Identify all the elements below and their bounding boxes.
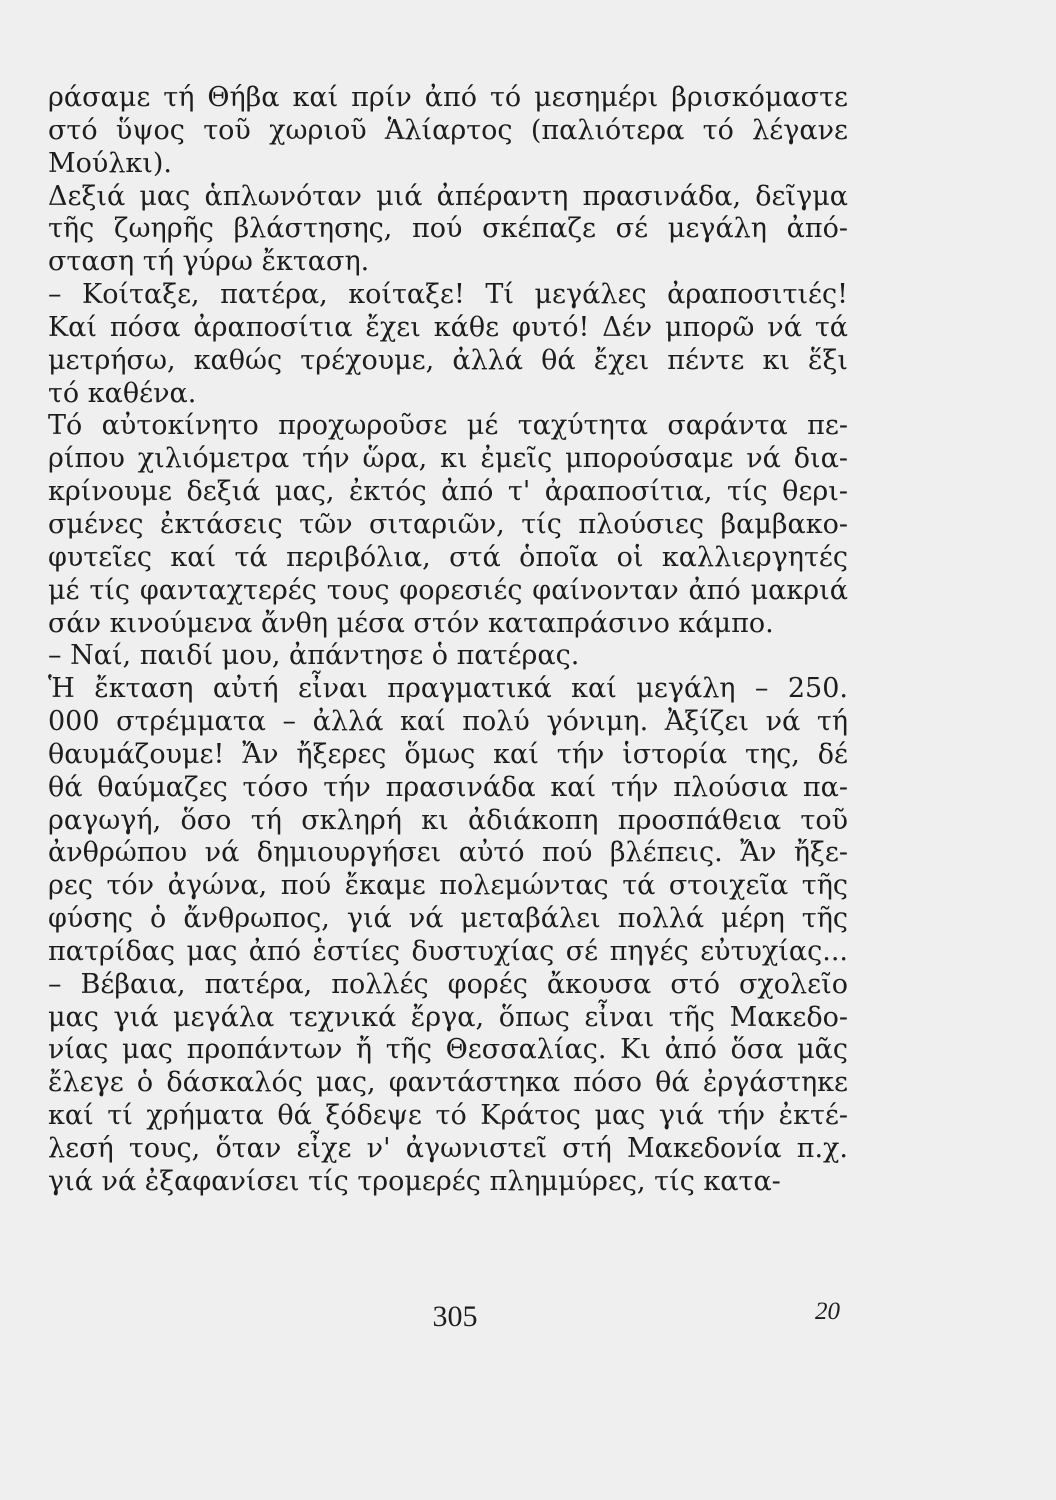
text-line: στό ὕψος τοῦ χωριοῦ Ἁλίαρτος (παλιότερα τό λέγανε xyxy=(48,114,848,146)
text-line: Καί πόσα ἀραποσίτια ἔχει κάθε φυτό! Δέν μπορῶ νά τά xyxy=(48,311,848,343)
text-line: γιά νά ἐξαφανίσει τίς τρομερές πλημμύρες, τίς κατα- xyxy=(48,1165,781,1197)
text-line: τό καθένα. xyxy=(48,377,197,409)
page-number: 305 xyxy=(432,1300,478,1333)
text-line: φύσης ὁ ἄνθρωπος, γιά νά μεταβάλει πολλά μέρη τῆς xyxy=(48,903,848,935)
text-line: νίας μας προπάντων ἤ τῆς Θεσσαλίας. Κι ἀπό ὅσα μᾶς xyxy=(48,1034,848,1066)
text-line: ρες τόν ἀγώνα, πού ἔκαμε πολεμώντας τά στοιχεῖα τῆς xyxy=(48,870,848,902)
text-line: – Βέβαια, πατέρα, πολλές φορές ἄκουσα στό σχολεῖο xyxy=(48,968,848,1000)
text-line: Δεξιά μας ἁπλωνόταν μιά ἀπέραντη πρασινάδα, δεῖγμα xyxy=(48,180,848,212)
text-line: σταση τή γύρω ἔκταση. xyxy=(48,246,370,278)
text-line: σάν κινούμενα ἄνθη μέσα στόν καταπράσινο κάμπο. xyxy=(48,607,774,639)
text-line: ραγωγή, ὅσο τή σκληρή κι ἀδιάκοπη προσπάθεια τοῦ xyxy=(48,804,848,836)
text-line: σμένες ἐκτάσεις τῶν σιταριῶν, τίς πλούσιες βαμβακο- xyxy=(48,508,848,540)
text-line: Ἡ ἔκταση αὐτή εἶναι πραγματικά καί μεγάλη – 250. xyxy=(48,673,848,705)
text-line: καί τί χρήματα θά ξόδεψε τό Κράτος μας γιά τήν ἐκτέ- xyxy=(48,1100,848,1132)
text-line: Μούλκι). xyxy=(48,147,173,179)
text-line: ἔλεγε ὁ δάσκαλός μας, φαντάστηκα πόσο θά ἐργάστηκε xyxy=(48,1067,848,1099)
text-line: – Ναί, παιδί μου, ἀπάντησε ὁ πατέρας. xyxy=(48,640,580,672)
body-text xyxy=(48,82,848,1199)
text-line: Τό αὐτοκίνητο προχωροῦσε μέ ταχύτητα σαράντα πε- xyxy=(48,410,848,442)
text-line: λεσή τους, ὅταν εἶχε ν' ἀγωνιστεῖ στή Μακεδονία π.χ. xyxy=(48,1133,848,1164)
text-line: κρίνουμε δεξιά μας, ἐκτός ἀπό τ' ἀραποσίτια, τίς θερι- xyxy=(48,476,848,508)
text-line: θαυμάζουμε! Ἄν ἤξερες ὅμως καί τήν ἱστορία της, δέ xyxy=(48,738,848,770)
text-line: ράσαμε τή Θήβα καί πρίν ἀπό τό μεσημέρι βρισκόμαστε xyxy=(48,82,848,113)
text-line: μέ τίς φανταχτερές τους φορεσιές φαίνονταν ἀπό μακριά xyxy=(48,574,848,606)
text-line: μας γιά μεγάλα τεχνικά ἔργα, ὅπως εἶναι τῆς Μακεδο- xyxy=(48,1001,848,1033)
signature-mark: 20 xyxy=(815,1298,840,1325)
text-line: ρίπου χιλιόμετρα τήν ὥρα, κι ἐμεῖς μπορούσαμε νά δια- xyxy=(48,443,848,475)
text-line: φυτεῖες καί τά περιβόλια, στά ὁποῖα οἱ καλλιεργητές xyxy=(48,541,848,573)
text-line: τῆς ζωηρῆς βλάστησης, πού σκέπαζε σέ μεγάλη ἀπό- xyxy=(48,213,848,245)
text-line: 000 στρέμματα – ἀλλά καί πολύ γόνιμη. Ἀξίζει νά τή xyxy=(48,706,848,738)
text-line: πατρίδας μας ἀπό ἑστίες δυστυχίας σέ πηγές εὐτυχίας... xyxy=(48,935,848,967)
text-line: – Κοίταξε, πατέρα, κοίταξε! Τί μεγάλες ἀραποσιτιές! xyxy=(48,279,848,311)
text-line: ἀνθρώπου νά δημιουργήσει αὐτό πού βλέπεις. Ἄν ἤξε- xyxy=(48,837,848,869)
text-line: θά θαύμαζες τόσο τήν πρασινάδα καί τήν πλούσια πα- xyxy=(48,771,848,803)
text-line: μετρήσω, καθώς τρέχουμε, ἀλλά θά ἔχει πέντε κι ἕξι xyxy=(48,344,848,376)
